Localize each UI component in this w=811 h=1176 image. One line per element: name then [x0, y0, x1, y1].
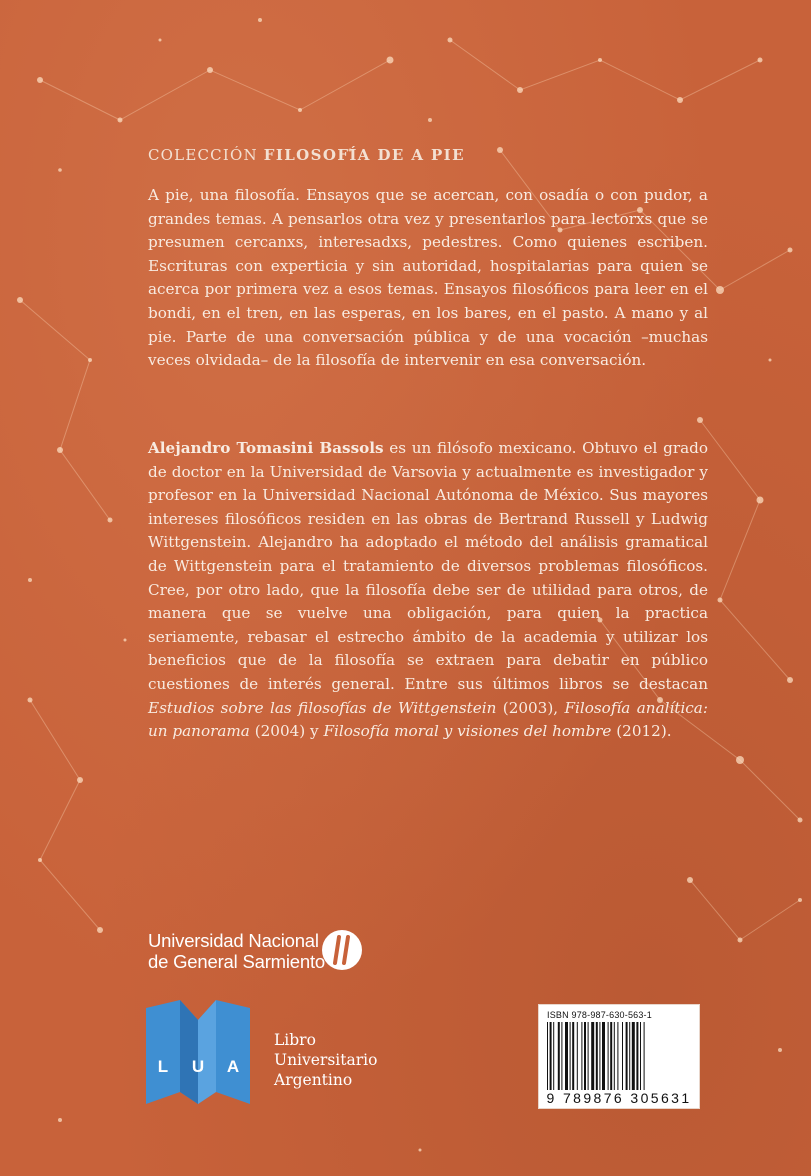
- author-name: Alejandro Tomasini Bassols: [148, 439, 384, 457]
- barcode-bar: [602, 1022, 605, 1090]
- barcode-bar: [565, 1022, 568, 1090]
- isbn-barcode: [538, 1004, 700, 1109]
- barcode-bar: [591, 1022, 594, 1090]
- book-title-2: Filosofía analítica: un panorama: [148, 698, 708, 741]
- book-title-3: Filosofía moral y visiones del hombre: [323, 722, 612, 741]
- barcode-bar: [547, 1022, 548, 1090]
- barcode-bar: [572, 1022, 574, 1090]
- bio-text-3: (2004) y: [249, 722, 324, 741]
- barcode-bar: [570, 1022, 571, 1090]
- barcode-bar: [550, 1022, 552, 1090]
- barcode-bar: [640, 1022, 641, 1090]
- lua-letter-u: U: [191, 1057, 205, 1076]
- barcode-bar: [626, 1022, 628, 1090]
- book-title-1: Estudios sobre las filosofías de Wittgenstein: [148, 698, 497, 717]
- lua-letter-l: L: [157, 1057, 169, 1076]
- isbn-label: ISBN 978-987-630-563-1: [547, 1010, 652, 1020]
- barcode-bar: [644, 1022, 645, 1090]
- barcode-bar: [581, 1022, 582, 1090]
- lua-line-2: Universitario: [274, 1051, 378, 1069]
- bio-text-4: (2012).: [611, 722, 672, 741]
- lua-logo-icon: [146, 1000, 250, 1104]
- barcode-bar: [632, 1022, 635, 1090]
- barcode-bar: [629, 1022, 630, 1090]
- ungs-slash-circle-icon: [321, 929, 363, 971]
- barcode-bar: [622, 1022, 623, 1090]
- publisher-line-2: de General Sarmiento: [148, 951, 325, 972]
- author-bio: [148, 437, 708, 744]
- collection-prefix: COLECCIÓN: [148, 146, 258, 164]
- lua-line-3: Argentino: [274, 1071, 353, 1089]
- collection-name: FILOSOFÍA DE A PIE: [263, 146, 465, 164]
- lua-letter-a: A: [226, 1057, 240, 1076]
- collection-heading: [148, 146, 708, 164]
- collection-description: A pie, una filosofía. Ensayos que se acercan, con osadía o con pudor, a grandes temas. A pensarlos otra vez y presentarlos para lectorxs que se presumen cercanxs, interesadxs, pedestres. Como quienes escriben. Escrituras con experticia y sin autoridad, hospitalarias para quien se acerca por primera vez a esos temas. Ensayos filosóficos para leer en el bondi, en el tren, en las esperas, en los bares, en el pasto. A mano y al pie. Parte de una conversación pública y de una vocación –muchas veces olvidada– de la filosofía de intervenir en esa conversación.: [148, 186, 708, 370]
- barcode-bar: [614, 1022, 615, 1090]
- barcode-bar: [596, 1022, 598, 1090]
- barcode-bar: [561, 1022, 562, 1090]
- barcode-bar: [584, 1022, 586, 1090]
- bio-text-2: (2003),: [496, 698, 565, 717]
- barcode-bar: [588, 1022, 589, 1090]
- barcode-bars: [545, 1022, 693, 1090]
- isbn-digits: 9 789876 305631: [546, 1090, 692, 1106]
- barcode-bar: [608, 1022, 609, 1090]
- barcode-bar: [553, 1022, 554, 1090]
- barcode-bar: [617, 1022, 618, 1090]
- bio-text-1: es un filósofo mexicano. Obtuvo el grado de doctor en la Universidad de Varsovia y actualmente es investigador y profesor en la Universidad Nacional Autónoma de México. Sus mayores intereses filosóficos residen en las obras de Bertrand Russell y Ludwig Wittgenstein. Alejandro ha adoptado el método del análisis gramatical de Wittgenstein para el tratamiento de diversos problemas filosóficos. Cree, por otro lado, que la filosofía debe ser de utilidad para otros, de manera que se vuelve una obligación, para quien la practica seriamente, rebasar el estrecho ámbito de la academia y utilizar los beneficios que de la filosofía se extraen para debatir en público cuestiones de interés general. Entre sus últimos libros se destacan: [148, 439, 708, 693]
- lua-line-1: Libro: [274, 1031, 316, 1049]
- barcode-bar: [577, 1022, 578, 1090]
- lua-label: [274, 1030, 377, 1090]
- barcode-bar: [636, 1022, 638, 1090]
- barcode-bar: [610, 1022, 612, 1090]
- barcode-bar: [599, 1022, 600, 1090]
- publisher-line-1: Universidad Nacional: [148, 930, 319, 951]
- barcode-bar: [558, 1022, 560, 1090]
